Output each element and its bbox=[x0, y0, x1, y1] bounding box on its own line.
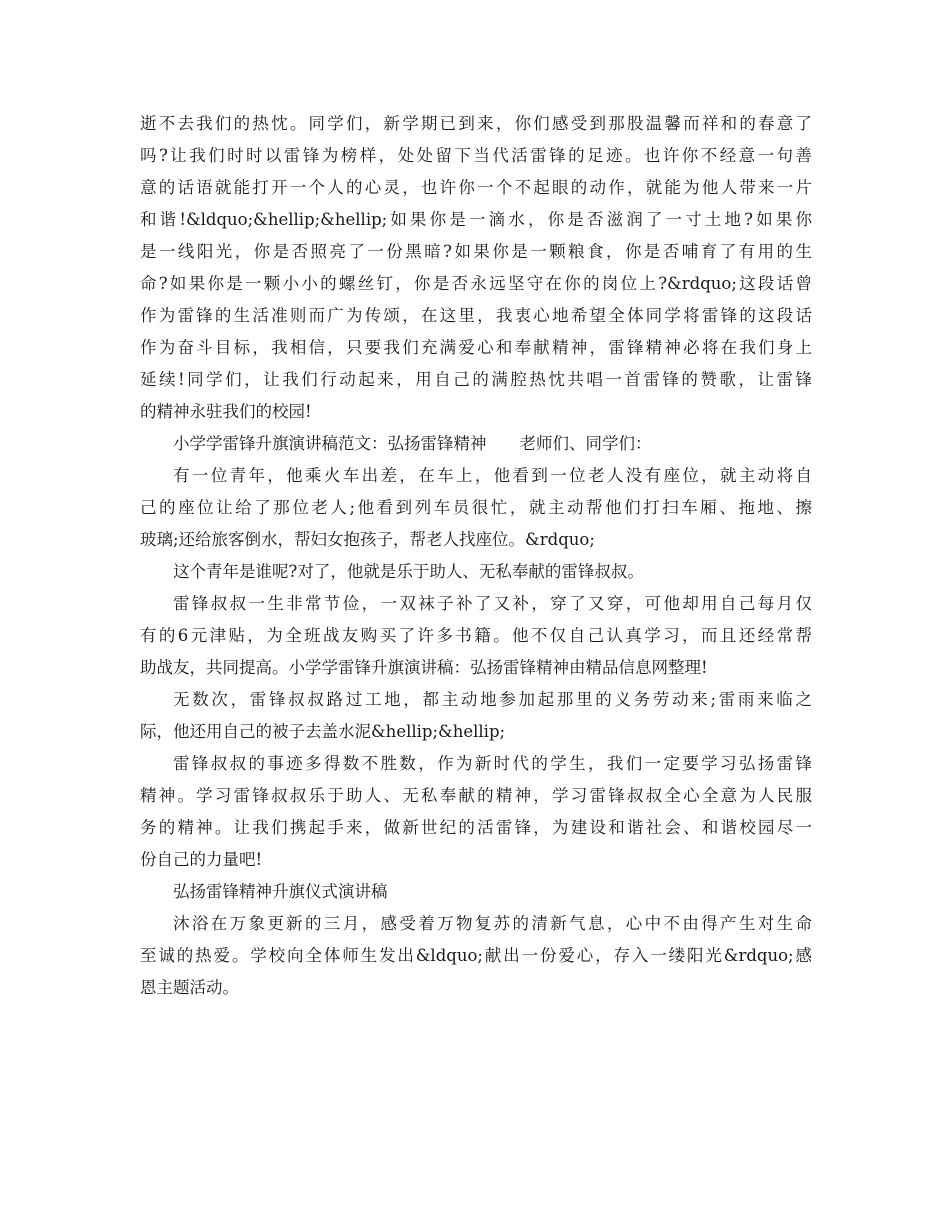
paragraph bbox=[140, 108, 812, 428]
text-line: 作为雷锋的生活准则而广为传颂，在这里，我衷心地希望全体同学将雷锋的这段话 bbox=[140, 306, 812, 325]
text-line: 玻璃;还给旅客倒水，帮妇女抱孩子，帮老人找座位。&rdquo; bbox=[140, 530, 595, 549]
text-line: 弘扬雷锋精神升旗仪式演讲稿 bbox=[173, 882, 388, 901]
text-line: 意的话语就能打开一个人的心灵，也许你一个不起眼的动作，就能为他人带来一片 bbox=[140, 178, 812, 197]
text-line: 的精神永驻我们的校园! bbox=[140, 402, 312, 421]
document-page bbox=[140, 108, 812, 1004]
text-line: 助战友，共同提高。小学学雷锋升旗演讲稿：弘扬雷锋精神由精品信息网整理! bbox=[140, 658, 708, 677]
paragraph bbox=[140, 588, 812, 684]
text-line: 际，他还用自己的被子去盖水泥&hellip;&hellip; bbox=[140, 722, 506, 741]
text-line: 和谐!&ldquo;&hellip;&hellip;如果你是一滴水，你是否滋润了一寸土地?如果你 bbox=[140, 210, 812, 229]
text-line: 份自己的力量吧! bbox=[140, 850, 263, 869]
section-heading bbox=[140, 428, 812, 460]
text-line: 恩主题活动。 bbox=[140, 978, 239, 997]
text-line: 无数次，雷锋叔叔路过工地，都主动地参加起那里的义务劳动来;雷雨来临之 bbox=[173, 690, 812, 709]
paragraph bbox=[140, 908, 812, 1004]
text-line: 雷锋叔叔一生非常节俭，一双袜子补了又补，穿了又穿，可他却用自己每月仅 bbox=[173, 594, 812, 613]
text-line: 这个青年是谁呢?对了，他就是乐于助人、无私奉献的雷锋叔叔。 bbox=[173, 562, 644, 581]
paragraph bbox=[140, 556, 812, 588]
paragraph bbox=[140, 684, 812, 748]
text-line: 至诚的热爱。学校向全体师生发出&ldquo;献出一份爱心，存入一缕阳光&rdquo;感 bbox=[140, 946, 812, 965]
text-line: 己的座位让给了那位老人;他看到列车员很忙，就主动帮他们打扫车厢、拖地、擦 bbox=[140, 498, 812, 517]
text-line: 是一线阳光，你是否照亮了一份黑暗?如果你是一颗粮食，你是否哺育了有用的生 bbox=[140, 242, 812, 261]
section-heading bbox=[140, 876, 812, 908]
text-line: 务的精神。让我们携起手来，做新世纪的活雷锋，为建设和谐社会、和谐校园尽一 bbox=[140, 818, 812, 837]
text-line: 雷锋叔叔的事迹多得数不胜数，作为新时代的学生，我们一定要学习弘扬雷锋 bbox=[173, 754, 812, 773]
text-line: 吗?让我们时时以雷锋为榜样，处处留下当代活雷锋的足迹。也许你不经意一句善 bbox=[140, 146, 812, 165]
paragraph bbox=[140, 460, 812, 556]
text-line: 沐浴在万象更新的三月，感受着万物复苏的清新气息，心中不由得产生对生命 bbox=[173, 914, 812, 933]
text-line: 命?如果你是一颗小小的螺丝钉，你是否永远坚守在你的岗位上?&rdquo;这段话曾 bbox=[140, 274, 812, 293]
text-line: 精神。学习雷锋叔叔乐于助人、无私奉献的精神，学习雷锋叔叔全心全意为人民服 bbox=[140, 786, 812, 805]
text-line: 延续!同学们，让我们行动起来，用自己的满腔热忱共唱一首雷锋的赞歌，让雷锋 bbox=[140, 370, 812, 389]
text-line: 逝不去我们的热忱。同学们，新学期已到来，你们感受到那股温馨而祥和的春意了 bbox=[140, 114, 812, 133]
text-line: 作为奋斗目标，我相信，只要我们充满爱心和奉献精神，雷锋精神必将在我们身上 bbox=[140, 338, 812, 357]
paragraph bbox=[140, 748, 812, 876]
text-line: 有的6元津贴，为全班战友购买了许多书籍。他不仅自己认真学习，而且还经常帮 bbox=[140, 626, 812, 645]
text-line: 小学学雷锋升旗演讲稿范文：弘扬雷锋精神 老师们、同学们： bbox=[173, 434, 652, 453]
text-line: 有一位青年，他乘火车出差，在车上，他看到一位老人没有座位，就主动将自 bbox=[173, 466, 812, 485]
